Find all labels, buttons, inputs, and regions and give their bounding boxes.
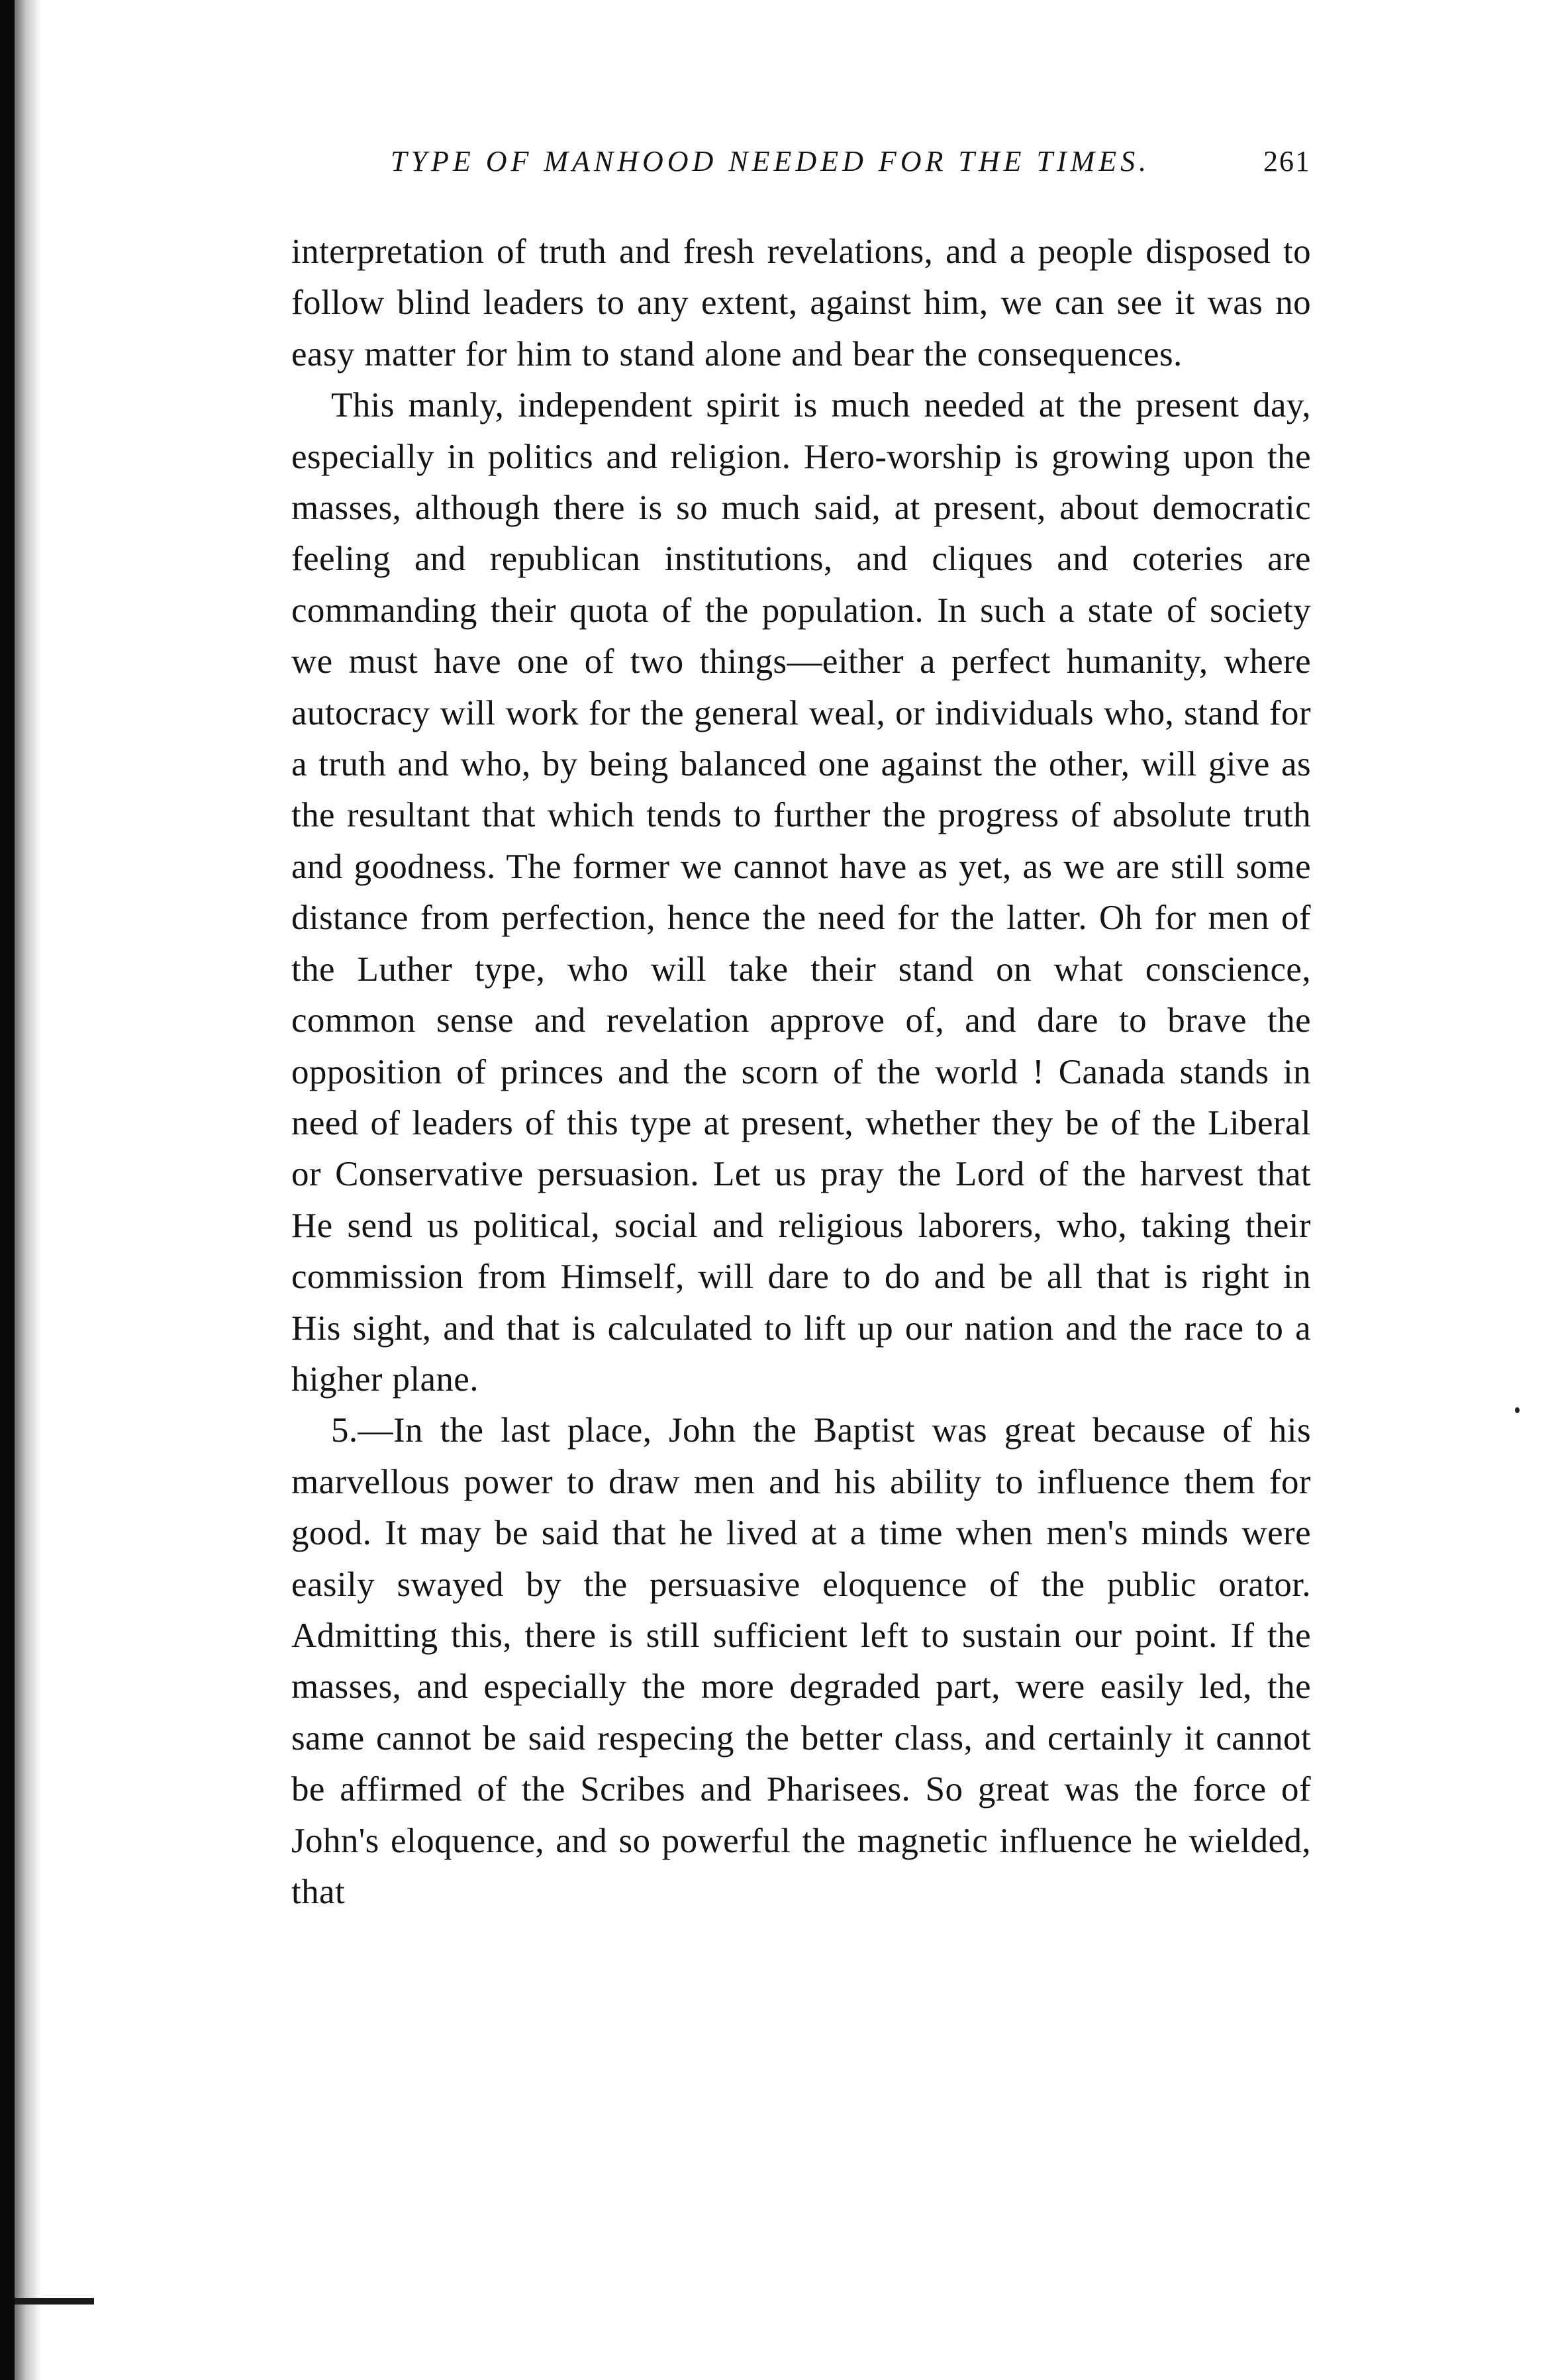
- paragraph-continued: interpretation of truth and fresh revelations, and a people disposed to follow blind leaders to any extent, against him, we can see it was no easy matter for him to stand alone and bear the consequences.: [291, 232, 1311, 373]
- paragraph-manly-spirit: This manly, independent spirit is much needed at the present day, especially in politics and religion. Hero-worship is growing upon the masses, although there is so much said, at present, about democratic feeling and republican institutions, and cliques and coteries are commanding their quota of the population. In such a state of society we must have one of two things—either a perfect humanity, where autocracy will work for the general weal, or individuals who, stand for a truth and who, by being balanced one against the other, will give as the resultant that which tends to further the progress of absolute truth and goodness. The former we cannot have as yet, as we are still some distance from perfection, hence the need for the latter. Oh for men of the Luther type, who will take their stand on what conscience, common sense and revelation approve of, and dare to brave the opposition of princes and the scorn of the world ! Canada stands in need of leaders of this type at present, whether they be of the Liberal or Conservative persuasion. Let us pray the Lord of the harvest that He send us political, social and religious laborers, who, taking their commission from Himself, will dare to do and be all that is right in His sight, and that is calculated to lift up our nation and the race to a higher plane.: [291, 386, 1311, 1399]
- running-head: [391, 144, 1311, 191]
- book-binding-edge: [0, 0, 15, 2380]
- body-text: [291, 226, 1311, 1918]
- binding-shadow: [15, 0, 41, 2380]
- binding-foot-mark: [15, 2298, 94, 2305]
- running-title: TYPE OF MANHOOD NEEDED FOR THE TIMES.: [391, 145, 1151, 177]
- page-number: 261: [1263, 145, 1311, 177]
- stray-ink-dot: [1515, 1407, 1520, 1413]
- paragraph-john-the-baptist: 5.—In the last place, John the Baptist was great because of his marvellous power to draw men and his ability to influence them for good. It may be said that he lived at a time when men's minds were easily swayed by the persuasive eloquence of the public orator. Admitting this, there is still sufficient left to sustain our point. If the masses, and especially the more degraded part, were easily led, the same cannot be said respecing the better class, and certainly it cannot be affirmed of the Scribes and Pharisees. So great was the force of John's eloquence, and so powerful the magnetic influence he wielded, that: [291, 1411, 1311, 1911]
